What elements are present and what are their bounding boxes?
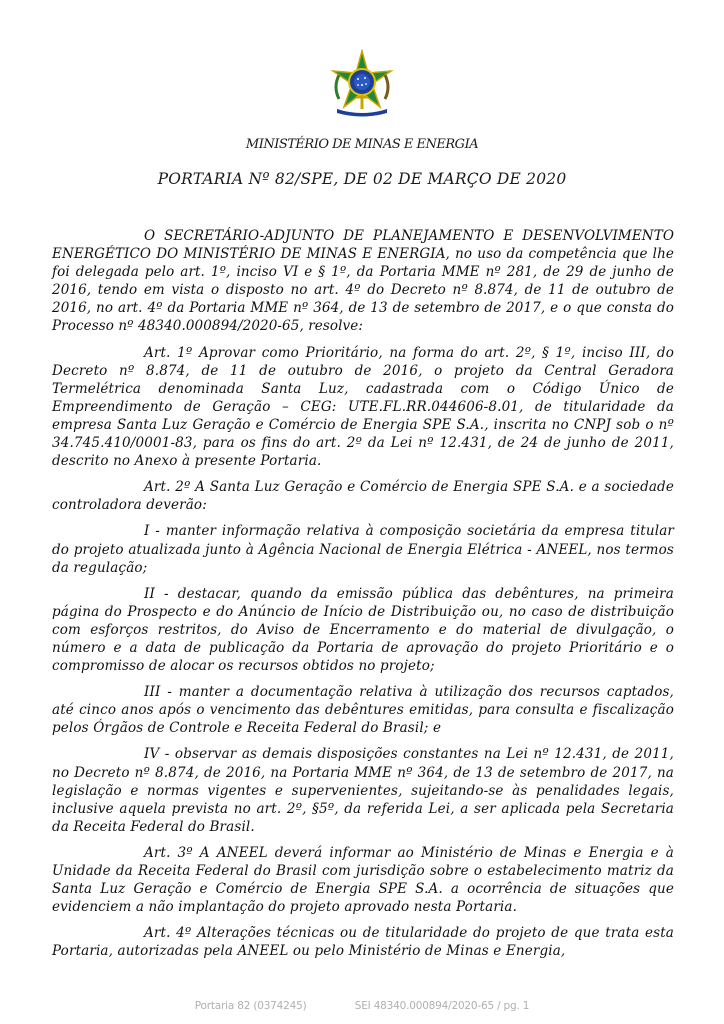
article-1-paragraph: Art. 1º Aprovar como Prioritário, na forma do art. 2º, § 1º, inciso III, do Decreto nº 8.874, de 11 de outubro de 2016, o projeto da Central Geradora Termelétrica denominada Santa Luz, cadastrada com o Código Único de Empreendimento de Geração – CEG: UTE.FL.RR.044606-8.01, de titularidade da empresa Santa Luz Geração e Comércio de Energia SPE S.A., inscrita no CNPJ sob o nº 34.745.410/0001-83, para os fins do art. 2º da Lei nº 12.431, de 24 de junho de 2011, descrito no Anexo à presente Portaria. [52, 344, 674, 470]
document-body [52, 227, 674, 968]
article-2-item-iv: IV - observar as demais disposições constantes na Lei nº 12.431, de 2011, no Decreto nº 8.874, de 2016, na Portaria MME nº 364, de 13 de setembro de 2017, na legislação e normas vigentes e supervenientes, sujeitando-se às penalidades legais, inclusive aquela prevista no art. 2º, §5º, da referida Lei, a ser aplicada pela Secretaria da Receita Federal do Brasil. [52, 746, 674, 835]
portaria-title: PORTARIA Nº 82/SPE, DE 02 DE MARÇO DE 2020 [157, 170, 567, 188]
footer-doc-ref: Portaria 82 (0374245) [194, 1000, 307, 1012]
article-2-paragraph: Art. 2º A Santa Luz Geração e Comércio de Energia SPE S.A. e a sociedade controladora deverão: [52, 479, 674, 514]
article-2-item-iii: III - manter a documentação relativa à utilização dos recursos captados, até cinco anos após o vencimento das debêntures emitidas, para consulta e fiscalização pelos Órgãos de Controle e Receita Federal do Brasil; e [52, 684, 674, 737]
preamble-paragraph: O SECRETÁRIO-ADJUNTO DE PLANEJAMENTO E DESENVOLVIMENTO ENERGÉTICO DO MINISTÉRIO DE MINAS E ENERGIA, no uso da competência que lhe foi delegada pelo art. 1º, inciso VI e § 1º, da Portaria MME nº 281, de 29 de junho de 2016, tendo em vista o disposto no art. 4º do Decreto nº 8.874, de 11 de outubro de 2016, no art. 4º da Portaria MME nº 364, de 13 de setembro de 2017, e o que consta do Processo nº 48340.000894/2020-65, resolve: [52, 228, 674, 335]
article-3-paragraph: Art. 3º A ANEEL deverá informar ao Ministério de Minas e Energia e à Unidade da Receita Federal do Brasil com jurisdição sobre o estabelecimento matriz da Santa Luz Geração e Comércio de Energia SPE S.A. a ocorrência de situações que evidenciem a não implantação do projeto aprovado nesta Portaria. [52, 844, 674, 916]
ministry-name: MINISTÉRIO DE MINAS E ENERGIA [245, 137, 479, 152]
article-4-paragraph: Art. 4º Alterações técnicas ou de titularidade do projeto de que trata esta Portaria, autorizadas pela ANEEL ou pelo Ministério de Minas e Energia, [52, 925, 674, 960]
page-footer [0, 1000, 724, 1012]
article-2-item-i: I - manter informação relativa à composição societária da empresa titular do projeto atualizada junto à Agência Nacional de Energia Elétrica - ANEEL, nos termos da regulação; [52, 523, 674, 576]
coat-of-arms-icon [327, 49, 397, 119]
footer-sei-ref: SEI 48340.000894/2020-65 / pg. 1 [354, 1000, 530, 1012]
article-2-item-ii: II - destacar, quando da emissão pública das debêntures, na primeira página do Prospecto e do Anúncio de Início de Distribuição ou, no caso de distribuição com esforços restritos, do Aviso de Encerramento e do material de divulgação, o número e a data de publicação da Portaria de aprovação do projeto Prioritário e o compromisso de alocar os recursos obtidos no projeto; [52, 585, 674, 675]
